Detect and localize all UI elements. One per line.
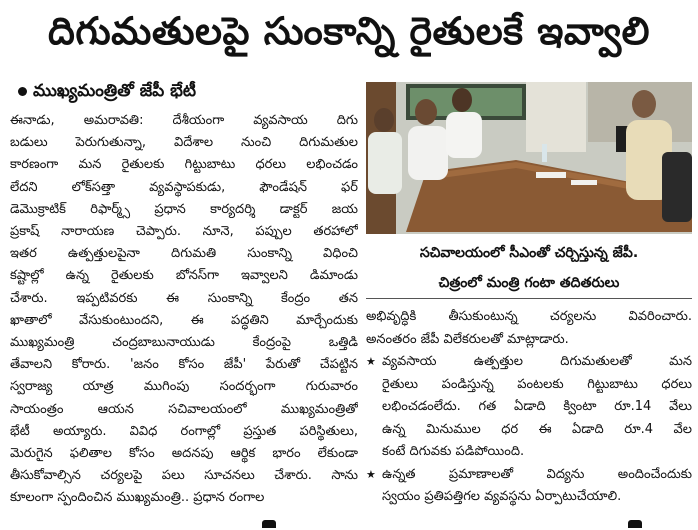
- photo-chair: [662, 152, 692, 222]
- article-line: చేశారు. ఇప్పటివరకు ఈ సుంకాన్ని కేంద్రం తన: [10, 290, 358, 306]
- meeting-photo-illustration: [366, 82, 692, 234]
- next-article-fragment: [0, 520, 698, 528]
- bullet-point: [366, 464, 692, 509]
- article-line: ఉన్న మినుముల ధర ఈ ఏడాది రూ.4 వేల: [382, 421, 692, 437]
- article-line: రైతులు పండిస్తున్న పంటలకు గిట్టుబాటు ధరలు: [382, 376, 692, 392]
- article-line: మెరుగైన ఫలితాల కోసం అదనపు ఆర్థిక భారం లేకుండా: [10, 446, 358, 462]
- bullet-dot-icon: [18, 87, 27, 96]
- article-line: అనంతరం జేపీ విలేకరులతో మాట్లాడారు.: [366, 331, 569, 347]
- photo-bottle: [542, 144, 547, 162]
- subheadline: [18, 78, 196, 104]
- photo-papers: [571, 180, 597, 185]
- photo-person-body: [368, 132, 402, 194]
- article-line: ముఖ్యమంత్రి చంద్రబాబునాయుడు కేంద్రంపై ఒత్తిడి: [10, 335, 358, 351]
- photo-person-body: [446, 112, 482, 158]
- article-line: కారణంగా మన రైతులకు గిట్టుబాటు ధరలు లభించడం: [10, 157, 358, 173]
- article-line: ఈనాడు, అమరావతి: దేశీయంగా వ్యవసాయ దిగు: [10, 113, 358, 128]
- article-line: ఇతర ఉత్పత్తులపైనా దిగుమతి సుంకాన్ని విధించి: [10, 246, 358, 262]
- article-left-column: [10, 110, 358, 530]
- article-line: ప్రకాష్ నారాయణ చెప్పారు. నూనె, పప్పుల తరహాలో: [10, 224, 358, 240]
- news-photo: [366, 82, 692, 234]
- bullet-point: [366, 351, 692, 464]
- article-line: ఉన్నత ప్రమాణాలతో విద్యను అందించేందుకు: [382, 466, 692, 482]
- star-bullet-icon: ★: [366, 355, 376, 368]
- article-line: కంటే దిగువకు పడిపోయింది.: [382, 444, 525, 459]
- photo-papers: [536, 172, 566, 178]
- photo-person-head: [374, 108, 394, 132]
- article-line: వ్యవసాయ ఉత్పత్తుల దిగుమతులతో మన: [382, 354, 692, 369]
- star-bullet-icon: ★: [366, 467, 376, 481]
- article-line: తేవాలని కోరారు. 'జనం కోసం జేపీ' పేరుతో చేపట్టిన: [10, 357, 358, 373]
- photo-caption: [366, 238, 692, 299]
- article-line: లభించడంలేదు. గత ఏడాది క్వింటా రూ.14 వేలు: [382, 399, 692, 414]
- glyph-fragment: [628, 520, 642, 528]
- article-line: బడులు పెరుగుతున్నా, విదేశాల నుంచి దిగుమతుల: [10, 135, 358, 151]
- photo-person-body: [408, 126, 448, 180]
- photo-person-head: [452, 88, 472, 112]
- article-right-column: [366, 306, 692, 528]
- article-line: స్వరాజ్య యాత్ర ముగింపు సందర్భంగా గురువారం: [10, 379, 358, 395]
- headline: దిగుమతులపై సుంకాన్ని రైతులకే ఇవ్వాలి: [48, 9, 650, 53]
- caption-line: సచివాలయంలో సీఎంతో చర్చిస్తున్న జేపీ.: [419, 245, 639, 261]
- article-line: కూలంగా స్పందించిన ముఖ్యమంత్రి.. ప్రధాన రంగాల: [10, 490, 265, 506]
- subheadline-text: ముఖ్యమంత్రితో జేపీ భేటీ: [33, 81, 197, 101]
- article-line: ఖాతాలో వేసుకుంటుందని, ఈ పద్ధతిని మార్చేందుకు: [10, 312, 358, 328]
- article-line: డెమొక్రాటిక్ రిఫార్మ్స్ ప్రధాన కార్యదర్శి డాక్టర్ జయ: [10, 201, 358, 217]
- article-line: సాయంత్రం ఆయన సచివాలయంలో ముఖ్యమంత్రితో: [10, 401, 358, 417]
- glyph-fragment: [262, 520, 276, 528]
- photo-window: [526, 82, 586, 152]
- photo-person-head: [632, 90, 656, 118]
- article-line: తీసుకోవాల్సిన చర్యలపై పలు సూచనలు చేశారు. సాను: [10, 468, 358, 484]
- article-line: అభివృద్ధికి తీసుకుంటున్న చర్యలను వివరించారు.: [366, 309, 692, 324]
- article-line: కష్టాల్లో ఉన్న రైతులకు బోనస్‌గా ఇవ్వాలని డిమాండు: [10, 268, 358, 284]
- article-line: భేటీ అయ్యారు. వివిధ రంగాల్లో ప్రస్తుత పరిస్థితులు,: [10, 423, 358, 439]
- article-line: స్వయం ప్రతిపత్తిగల వ్యవస్థను ఏర్పాటుచేయాలి.: [382, 489, 622, 504]
- photo-person-head: [415, 99, 437, 125]
- article-line: లేదని లోక్‌సత్తా వ్యవస్థాపకుడు, ఫౌండేషన్ ఫర్: [10, 179, 358, 195]
- caption-line: చిత్రంలో మంత్రి గంటా తదితరులు: [438, 275, 620, 291]
